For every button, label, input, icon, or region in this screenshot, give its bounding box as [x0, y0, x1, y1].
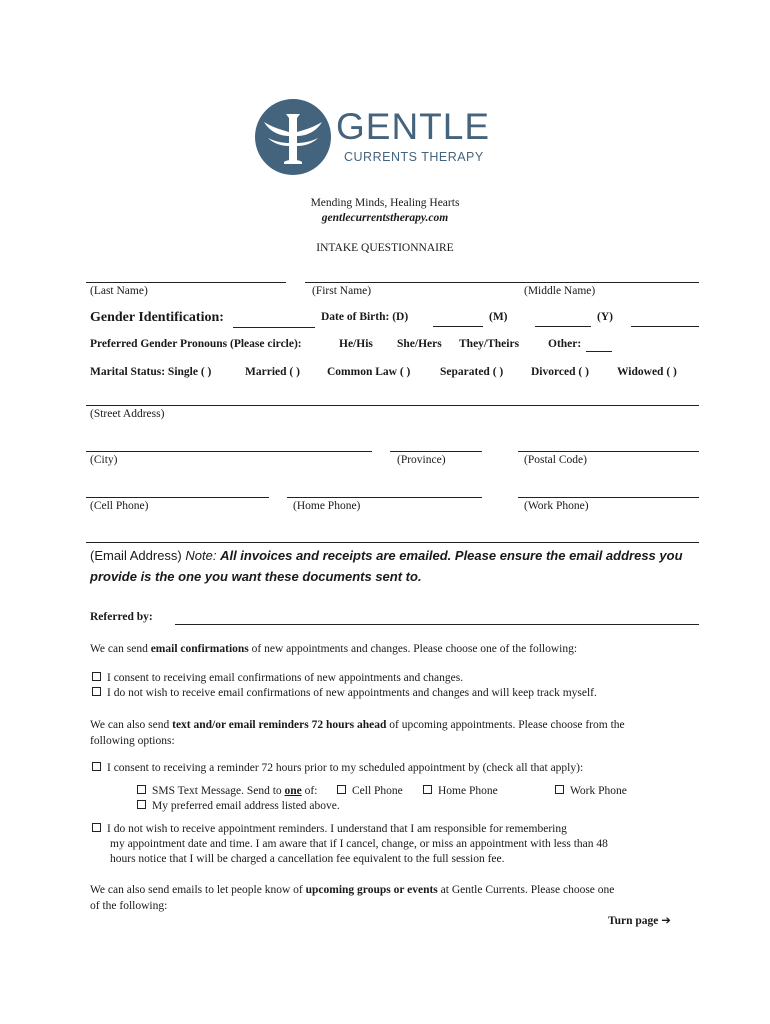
confirm-option-consent[interactable]	[92, 672, 463, 684]
reminders-intro-b: text and/or email reminders 72 hours ahead	[172, 719, 387, 731]
confirm-intro-a: We can send	[90, 643, 151, 655]
confirm-option-consent-label: I consent to receiving email confirmations of new appointments and changes.	[107, 672, 464, 684]
email-line[interactable]	[86, 542, 699, 543]
pronoun-he[interactable]: He/His	[339, 338, 373, 350]
referred-label: Referred by:	[90, 611, 153, 623]
brand-subtitle: CURRENTS THERAPY	[344, 150, 484, 164]
postal-label: (Postal Code)	[524, 454, 587, 466]
home-line[interactable]	[287, 497, 482, 498]
dob-month-line[interactable]	[535, 326, 591, 327]
last-name-label: (Last Name)	[90, 285, 148, 297]
confirm-option-decline-label: I do not wish to receive email confirmations of new appointments and changes and will keep track myself.	[107, 687, 597, 699]
reminder-decline-line3: hours notice that I will be charged a cancellation fee equivalent to the full session fee.	[110, 853, 505, 865]
reminders-intro-line2: following options:	[90, 735, 175, 747]
home-label: (Home Phone)	[293, 500, 361, 512]
marital-married[interactable]: Married ( )	[245, 366, 300, 378]
reminder-consent-label: I consent to receiving a reminder 72 hours prior to my scheduled appointment by (check all that apply):	[107, 762, 584, 774]
gender-field-line[interactable]	[233, 327, 315, 328]
sms-option[interactable]	[137, 785, 317, 797]
marital-common-law[interactable]: Common Law ( )	[327, 366, 411, 378]
reminders-intro-a: We can also send	[90, 719, 173, 731]
confirm-intro	[90, 643, 577, 655]
checkbox[interactable]	[555, 785, 564, 794]
dob-year-line[interactable]	[631, 326, 699, 327]
checkbox[interactable]	[137, 785, 146, 794]
reminder-decline-line2: my appointment date and time. I am aware that if I cancel, change, or miss an appointment with less than 48	[110, 838, 608, 850]
sms-home-option[interactable]	[423, 785, 498, 797]
first-name-line[interactable]	[305, 282, 699, 283]
tagline: Mending Minds, Healing Hearts	[310, 197, 460, 209]
checkbox[interactable]	[92, 762, 101, 771]
email-note-label: Note:	[185, 548, 217, 563]
email-reminder-option[interactable]	[137, 800, 340, 812]
sms-work-option[interactable]	[555, 785, 627, 797]
street-label: (Street Address)	[90, 408, 165, 420]
sms-of: of:	[301, 785, 318, 797]
groups-intro-line2: of the following:	[90, 900, 168, 912]
confirm-option-decline[interactable]	[92, 687, 597, 699]
checkbox[interactable]	[92, 823, 101, 832]
reminder-decline-line1: I do not wish to receive appointment reminders. I understand that I am responsible for remembering	[107, 823, 567, 835]
email-reminder-label: My preferred email address listed above.	[152, 800, 340, 812]
website: gentlecurrentstherapy.com	[321, 212, 449, 224]
email-block	[90, 545, 683, 587]
reminders-intro	[90, 717, 625, 749]
sms-label: SMS Text Message. Send to	[152, 785, 285, 797]
last-name-line[interactable]	[86, 282, 286, 283]
reminder-consent-option[interactable]	[92, 762, 583, 774]
arrow-right-icon: ➔	[661, 915, 671, 927]
street-line[interactable]	[86, 405, 699, 406]
pronouns-label: Preferred Gender Pronouns (Please circle):	[90, 338, 302, 350]
dob-year-label: (Y)	[597, 311, 613, 323]
confirm-intro-c: of new appointments and changes. Please choose one of the following:	[248, 643, 578, 655]
checkbox[interactable]	[337, 785, 346, 794]
dob-day-line[interactable]	[433, 326, 483, 327]
pronoun-other[interactable]: Other:	[548, 338, 582, 350]
province-label: (Province)	[397, 454, 446, 466]
turn-page-label: Turn page	[608, 915, 659, 927]
first-name-label: (First Name)	[312, 285, 372, 297]
gender-label: Gender Identification:	[90, 310, 224, 325]
city-line[interactable]	[86, 451, 372, 452]
work-label: (Work Phone)	[524, 500, 589, 512]
sms-cell-option[interactable]	[337, 785, 403, 797]
confirm-intro-b: email confirmations	[150, 643, 249, 655]
work-line[interactable]	[518, 497, 699, 498]
groups-intro	[90, 882, 614, 914]
pronoun-they[interactable]: They/Theirs	[459, 338, 520, 350]
cell-line[interactable]	[86, 497, 269, 498]
postal-line[interactable]	[518, 451, 699, 452]
email-note-line2: provide is the one you want these documents sent to.	[90, 569, 422, 584]
checkbox[interactable]	[423, 785, 432, 794]
reminder-decline-option[interactable]	[92, 823, 567, 835]
checkbox[interactable]	[92, 672, 101, 681]
groups-intro-b: upcoming groups or events	[305, 884, 438, 896]
email-label: (Email Address)	[90, 548, 182, 563]
marital-single[interactable]: Marital Status: Single ( )	[90, 366, 212, 378]
groups-intro-a: We can also send emails to let people know of	[90, 884, 306, 896]
marital-widowed[interactable]: Widowed ( )	[617, 366, 677, 378]
turn-page-link[interactable]	[608, 913, 671, 927]
marital-separated[interactable]: Separated ( )	[440, 366, 504, 378]
reminders-intro-c: of upcoming appointments. Please choose from the	[386, 719, 625, 731]
sms-one: one	[284, 785, 302, 797]
groups-intro-c: at Gentle Currents. Please choose one	[437, 884, 615, 896]
marital-divorced[interactable]: Divorced ( )	[531, 366, 589, 378]
email-note: All invoices and receipts are emailed. Please ensure the email address you	[220, 548, 683, 563]
brand-name: GENTLE	[336, 106, 491, 147]
middle-name-label: (Middle Name)	[524, 285, 596, 297]
page-title: INTAKE QUESTIONNAIRE	[316, 242, 454, 254]
city-label: (City)	[90, 454, 118, 466]
dob-month-label: (M)	[489, 311, 508, 323]
sms-work-label: Work Phone	[570, 785, 627, 797]
logo	[254, 98, 491, 178]
dob-label: Date of Birth: (D)	[321, 311, 409, 323]
pronoun-she[interactable]: She/Hers	[397, 338, 442, 350]
checkbox[interactable]	[137, 800, 146, 809]
referred-line[interactable]	[175, 624, 699, 625]
logo-emblem-icon	[254, 98, 332, 176]
province-line[interactable]	[390, 451, 482, 452]
cell-label: (Cell Phone)	[90, 500, 149, 512]
checkbox[interactable]	[92, 687, 101, 696]
sms-cell-label: Cell Phone	[352, 785, 403, 797]
sms-home-label: Home Phone	[438, 785, 498, 797]
pronoun-other-line[interactable]	[586, 351, 612, 352]
